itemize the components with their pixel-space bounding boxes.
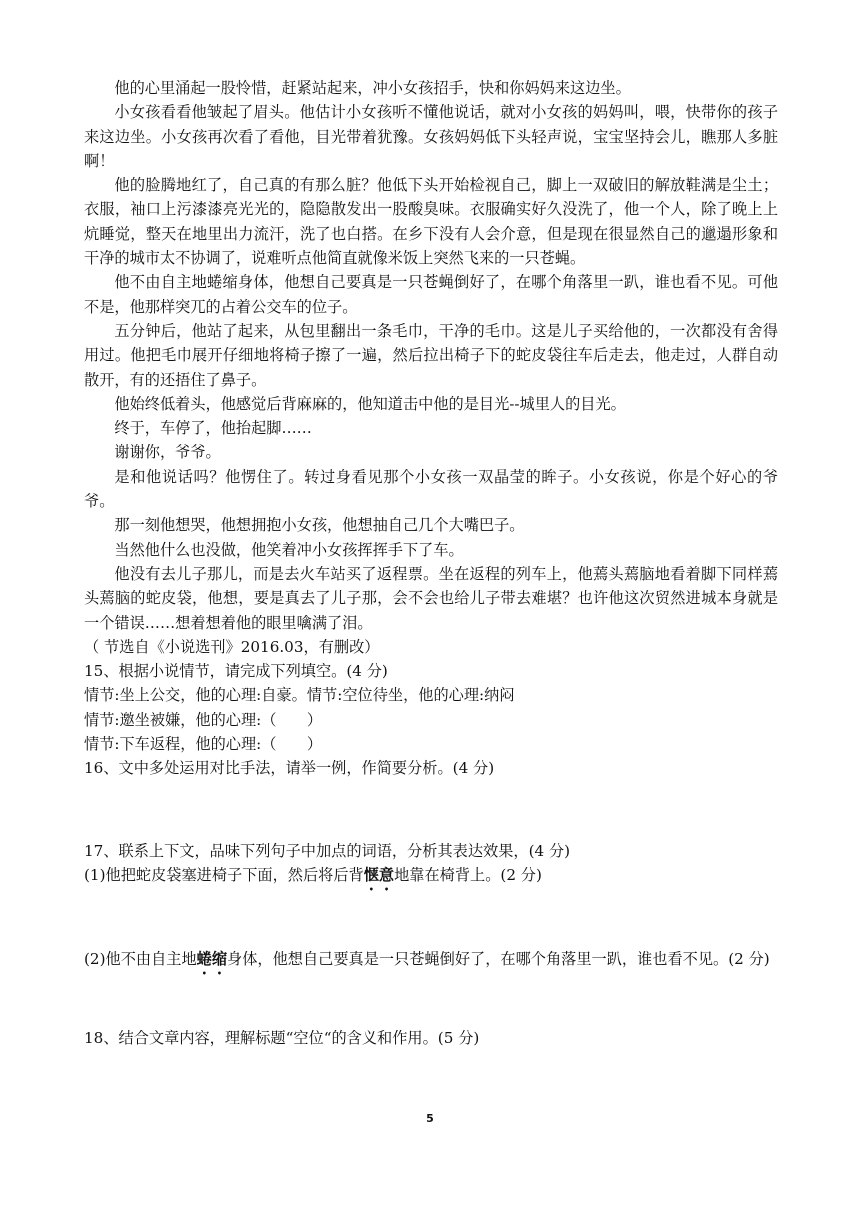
paragraph-6: 他始终低着头，他感觉后背麻麻的，他知道击中他的是目光--城里人的目光。 <box>114 394 626 413</box>
question-17-title: 17、联系上下文，品味下列句子中加点的词语，分析其表达效果，(4 分) <box>84 841 571 860</box>
q17-s2-suffix: 身体，他想自己要真是一只苍蝇倒好了，在哪个角落里一趴，谁也看不见。(2 分) <box>227 949 770 968</box>
answer-space-17-2[interactable] <box>84 978 778 1026</box>
paragraph-4: 他不由自主地蜷缩身体，他想自己要真是一只苍蝇倒好了，在哪个角落里一趴，谁也看不见。可他不是，他那样突兀的占着公交车的位子。 <box>84 273 778 316</box>
q17-s1-suffix: 地靠在椅背上。(2 分) <box>394 865 542 884</box>
q17-s1-dotted-word: 惬意 <box>363 865 395 884</box>
paragraph-9: 是和他说话吗？他愣住了。转过身看见那个小女孩一双晶莹的眸子。小女孩说，你是个好心的爷爷。 <box>84 467 778 511</box>
q17-s2-dotted-word: 蜷缩 <box>196 949 228 968</box>
page-number: 5 <box>426 1112 434 1125</box>
question-15-line-1: 情节:坐上公交，他的心理:自豪。情节:空位待坐，他的心理:纳闷 <box>84 686 515 705</box>
question-17-sentence-2 <box>84 947 778 978</box>
paragraph-3: 他的脸腾地红了，自己真的有那么脏？他低下头开始检视自己，脚上一双破旧的解放鞋满是尘土；衣服，袖口上污漆漆亮光光的，隐隐散发出一股酸臭味。衣服确实好久没洗了，他一个人，除了晚上上炕睡觉，整天在地里出力流汗，洗了也白搭。在乡下没有人会介意，但是现在很显然自己的邋遢形象和干净的城市太不协调了，说难听点他简直就像米饭上突然飞来的一只苍蝇。 <box>84 176 778 268</box>
paragraph-5: 五分钟后，他站了起来，从包里翻出一条毛巾，干净的毛巾。这是儿子买给他的，一次都没有舍得用过。他把毛巾展开仔细地将椅子擦了一遍，然后拉出椅子下的蛇皮袋往车后走去，他走过，人群自动散开，有的还捂住了鼻子。 <box>84 321 778 389</box>
paragraph-7: 终于，车停了，他抬起脚…… <box>114 419 312 438</box>
paragraph-8: 谢谢你，爷爷。 <box>114 443 221 462</box>
question-17-sentence-1 <box>84 863 778 894</box>
paragraph-1: 他的心里涌起一股怜惜，赶紧站起来，冲小女孩招手，快和你妈妈来这边坐。 <box>114 79 631 97</box>
answer-space-17-1[interactable] <box>84 894 778 947</box>
q17-s2-prefix: (2)他不由自主地 <box>84 949 197 968</box>
question-15-title: 15、根据小说情节，请完成下列填空。(4 分) <box>84 662 388 681</box>
document-body <box>84 76 778 1050</box>
question-16-title: 16、文中多处运用对比手法，请举一例，作简要分析。(4 分) <box>84 759 495 778</box>
question-15-line-3: 情节:下车返程，他的心理:（ ） <box>84 735 323 754</box>
source-note: （ 节选自《小说选刊》2016.03，有删改） <box>84 637 380 656</box>
paragraph-12: 他没有去儿子那儿，而是去火车站买了返程票。坐在返程的列车上，他蔫头蔫脑地看着脚下同样蔫头蔫脑的蛇皮袋，他想，要是真去了儿子那，会不会也给儿子带去难堪？也许他这次贸然进城本身就是一个错误……想着想着他的眼里噙满了泪。 <box>84 564 778 632</box>
answer-space-16[interactable] <box>84 781 778 839</box>
q17-s1-prefix: (1)他把蛇皮袋塞进椅子下面，然后将后背 <box>84 865 364 884</box>
paragraph-2: 小女孩看看他皱起了眉头。他估计小女孩听不懂他说话，就对小女孩的妈妈叫，喂，快带你的孩子来这边坐。小女孩再次看了看他，目光带着犹豫。女孩妈妈低下头轻声说，宝宝坚持会儿，瞧那人多脏啊！ <box>84 103 778 170</box>
question-18-title: 18、结合文章内容，理解标题“空位“的含义和作用。(5 分) <box>84 1028 480 1047</box>
paragraph-10: 那一刻他想哭，他想拥抱小女孩，他想抽自己几个大嘴巴子。 <box>114 516 525 535</box>
question-15-line-2: 情节:邀坐被嫌，他的心理:（ ） <box>84 710 323 729</box>
paragraph-11: 当然他什么也没做，他笑着冲小女孩挥挥手下了车。 <box>114 540 464 559</box>
